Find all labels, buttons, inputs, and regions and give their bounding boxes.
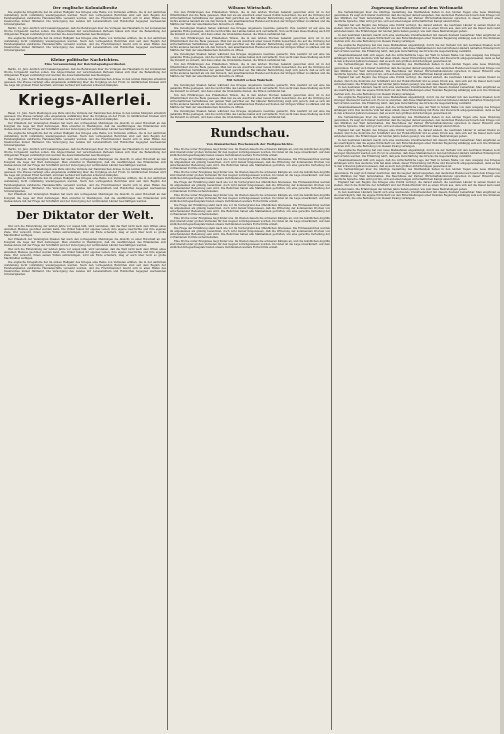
col3-body-a: Die Verhandlungen über die künftige Gestaltung des Welthandels haben in den letzten Tagen eine neue Wendung genommen. Es zeigt sich immer deutlicher, daß die Gegner darauf ausgehen, den deutschen Handel auch nach dem Kriege von den Märkten der Welt fernzuhalten. Die Beschlüsse der Pariser Wirtschaftskonferenz sprechen in dieser Hinsicht eine deutliche Sprache. Man wird gut tun, sich auf einen langen wirtschaftlichen Kampf einzurichten. [334, 11, 500, 24]
col2-body-c9: Eine Woche voller Ereignisse liegt hinter uns. Im Westen dauern die schweren Kämpfe an, und die feindlichen Angriffe sind überall unter großen Verlusten für den Gegner zurückgewiesen worden. Im Osten ist die Lage unverändert. Auf dem südlichen Kriegsschauplatz haben unsere Verbündeten weitere Fortschritte erzielt. [170, 239, 330, 249]
col2-body-b: Die Vereinigten Staaten haben während des Krieges ungeheure Gewinne gemacht. Ihre Ausfuhr ist auf eine nie gekannte Höhe gestiegen, und die Goldvorräte des Landes haben sich vervielfacht. Nun sucht man diese Stellung auch für die Zukunft zu sichern, und dazu sollen die Grundsätze dienen, die Wilson verkündet hat. [170, 84, 330, 94]
col1-body-c5: Der Präsident der Vereinigten Staaten hat nach den vorliegenden Meldungen die Absicht, in einer Botschaft an den Kongreß die Lage der Welt darzulegen. Man erwartet in Washington, daß die Ausführungen des Präsidenten sich insbesondere mit der Frage der Schiffahrt und der Versorgung der verbündeten Länder beschäftigen werden. [4, 157, 166, 167]
col2-body-c4: Die Frage der Ernährung steht nach wie vor im Vordergrund des öffentlichen Interesses. Die Ernteaussichten werden im allgemeinen als günstig bezeichnet, doch wird darauf hingewiesen, daß die Witterung der kommenden Wochen von entscheidender Bedeutung sein wird. Die Behörden haben alle Maßnahmen getroffen, um eine gerechte Verteilung der vorhandenen Vorräte sicherzustellen. [170, 180, 330, 194]
col3-body-a3: Die Verhandlungen über die künftige Gestaltung des Welthandels haben in den letzten Tagen eine neue Wendung genommen. Es zeigt sich immer deutlicher, daß die Gegner darauf ausgehen, den deutschen Handel auch nach dem Kriege von den Märkten der Welt fernzuhalten. Die Beschlüsse der Pariser Wirtschaftskonferenz sprechen in dieser Hinsicht eine deutliche Sprache. Man wird gut tun, sich auf einen langen wirtschaftlichen Kampf einzurichten. [334, 115, 500, 129]
col3-top-heading: Zugzwang Konferenz auf dem Weltmarkt [371, 5, 463, 10]
col3-body-b: England hat seit Beginn des Krieges eine Politik verfolgt, die darauf abzielt, die neutralen Länder in seinen Dienst zu stellen. Durch die Kontrolle der Schiffahrt und der Rohstoffzufuhr übt es einen Druck aus, dem sich auf die Dauer kein Land entziehen kann. Die Erfahrungen der letzten Jahre haben gezeigt, wie weit diese Bestrebungen gehen. [334, 23, 500, 34]
column-1 [4, 4, 166, 730]
col1-body-d4: Die englische Kriegsflotte hat im ersten Halbjahr des Krieges eine Reihe von Verlusten erlitten, die in der amtlichen Aufstellung nicht vollständig wiedergegeben werden. Nach den vorliegenden Berichten sind seit dem Beginn der Feindseligkeiten zahlreiche Handelsschiffe versenkt worden, und die Frachtraumnot macht sich in allen Häfen des Inselreiches immer fühlbarer. Die Versorgung des Landes mit Lebensmitteln und Rohstoffen begegnet wachsenden Schwierigkeiten. [4, 260, 166, 276]
col3-article-a [334, 11, 500, 201]
col2-article-b [170, 84, 330, 119]
column-rule-2 [331, 4, 332, 730]
col3-body-d2: Die englische Regierung hat nun neue Maßnahmen angekündigt, durch die der Verkehr mit den neutralen Staaten noch strenger überwacht werden soll. Es ist zu erwarten, daß diese Maßnahmen in den betroffenen Ländern lebhaften Widerspruch hervorrufen werden. Die Erfahrung lehrt, daß jede Verschärfung des Drucks die Gegenwirkung verstärkt. [334, 96, 500, 106]
col3-body-d: Die englische Regierung hat nun neue Maßnahmen angekündigt, durch die der Verkehr mit den neutralen Staaten noch strenger überwacht werden soll. Es ist zu erwarten, daß diese Maßnahmen in den betroffenen Ländern lebhaften Widerspruch hervorrufen werden. Die Erfahrung lehrt, daß jede Verschärfung des Drucks die Gegenwirkung verstärkt. [334, 43, 500, 53]
col2-divider-1 [176, 121, 324, 122]
col1-body-a3: Die englische Kriegsflotte hat im ersten Halbjahr des Krieges eine Reihe von Verlusten erlitten, die in der amtlichen Aufstellung nicht vollständig wiedergegeben werden. Nach den vorliegenden Berichten sind seit dem Beginn der Feindseligkeiten zahlreiche Handelsschiffe versenkt worden, und die Frachtraumnot macht sich in allen Häfen des Inselreiches immer fühlbarer. Die Versorgung des Landes mit Lebensmitteln und Rohstoffen begegnet wachsenden Schwierigkeiten. [4, 36, 166, 53]
col3-body-c4: In den neutralen Ländern macht sich eine wachsende Unzufriedenheit mit diesem Zustand bemerkbar. Man empfindet es als unerträglich, daß die eigene Wirtschaft von den Entschließungen einer fremden Regierung abhängig sein soll. Die Stimmen mehren sich, die eine Befreiung von diesem Zwang verlangen. [334, 191, 500, 201]
col2-body-c5: Eine Woche voller Ereignisse liegt hinter uns. Im Westen dauern die schweren Kämpfe an, und die feindlichen Angriffe sind überall unter großen Verlusten für den Gegner zurückgewiesen worden. Im Osten ist die Lage unverändert. Auf dem südlichen Kriegsschauplatz haben unsere Verbündeten weitere Fortschritte erzielt. [170, 193, 330, 204]
col2-body-c8: Die Frage der Ernährung steht nach wie vor im Vordergrund des öffentlichen Interesses. Die Ernteaussichten werden im allgemeinen als günstig bezeichnet, doch wird darauf hingewiesen, daß die Witterung der kommenden Wochen von entscheidender Bedeutung sein wird. Die Behörden haben alle Maßnahmen getroffen, um eine gerechte Verteilung der vorhandenen Vorräte sicherzustellen. [170, 226, 330, 239]
col1-article-a [4, 11, 166, 52]
col1-divider-2 [10, 89, 160, 90]
col2-body-a2: Die Vereinigten Staaten haben während des Krieges ungeheure Gewinne gemacht. Ihre Ausfuhr ist auf eine nie gekannte Höhe gestiegen, und die Goldvorräte des Landes haben sich vervielfacht. Nun sucht man diese Stellung auch für die Zukunft zu sichern, und dazu sollen die Grundsätze dienen, die Wilson verkündet hat. [170, 27, 330, 37]
col3-body-d3: Die englische Regierung hat nun neue Maßnahmen angekündigt, durch die der Verkehr mit den neutralen Staaten noch strenger überwacht werden soll. Es ist zu erwarten, daß diese Maßnahmen in den betroffenen Ländern lebhaften Widerspruch hervorrufen werden. Die Erfahrung lehrt, daß jede Verschärfung des Drucks die Gegenwirkung verstärkt. [334, 148, 500, 158]
col1-big-heading: Kriegs-Allerlei. [18, 90, 152, 109]
col3-body-b3: England hat seit Beginn des Krieges eine Politik verfolgt, die darauf abzielt, die neutralen Länder in seinen Dienst zu stellen. Durch die Kontrolle der Schiffahrt und der Rohstoffzufuhr übt es einen Druck aus, dem sich auf die Dauer kein Land entziehen kann. Die Erfahrungen der letzten Jahre haben gezeigt, wie weit diese Bestrebungen gehen. [334, 128, 500, 139]
col2-body-a: Von den Erklärungen des Präsidenten Wilson, die in den letzten Wochen bekannt geworden sind, ist in der Öffentlichkeit viel die Rede gewesen. Man hat sie als Ausdruck einer neuen Politik bezeichnet, die auf die Ordnung der wirtschaftlichen Verhältnisse der ganzen Welt gerichtet sei. Bei näherer Betrachtung zeigt sich jedoch, daß es sich um nichts anderes handelt als um den Versuch, den amerikanischen Handel auf Kosten der übrigen Völker zu stärken und die Märkte der Welt der amerikanischen Industrie zu öffnen. [170, 11, 330, 27]
col3-body-e: Zusammenfassend läßt sich sagen, daß die wirtschaftliche Lage der Welt in hohem Maße von dem Ausgang des Krieges abhängen wird. Das deutsche Volk hat allen Anlaß, dieser Entwicklung mit Ruhe und Zuversicht entgegenzusehen, denn es hat in den schweren Jahren bewiesen, daß es auch den größten Anforderungen gewachsen ist. [334, 53, 500, 63]
col3-body-c2: In den neutralen Ländern macht sich eine wachsende Unzufriedenheit mit diesem Zustand bemerkbar. Man empfindet es als unerträglich, daß die eigene Wirtschaft von den Entschließungen einer fremden Regierung abhängig sein soll. Die Stimmen mehren sich, die eine Befreiung von diesem Zwang verlangen. [334, 86, 500, 96]
col3-body-a4: Die Verhandlungen über die künftige Gestaltung des Welthandels haben in den letzten Tagen eine neue Wendung genommen. Es zeigt sich immer deutlicher, daß die Gegner darauf ausgehen, den deutschen Handel auch nach dem Kriege von den Märkten der Welt fernzuhalten. Die Beschlüsse der Pariser Wirtschaftskonferenz sprechen in dieser Hinsicht eine deutliche Sprache. Man wird gut tun, sich auf einen langen wirtschaftlichen Kampf einzurichten. [334, 168, 500, 181]
col1-dictator-heading: Der Diktator der Welt. [16, 208, 154, 222]
col1-body-b: Berlin, 12. Juni. Amtlich wird bekanntgegeben, daß die Beratungen über die Vorlagen des Haushalts in der kommenden Woche fortgesetzt werden sollen. Die Abgeordneten der verschiedenen Parteien haben sich über die Behandlung der dringenden Fragen verständigt und werden die Ausschußarbeiten beschleunigen. [4, 67, 166, 77]
col2-body-c: Eine Woche voller Ereignisse liegt hinter uns. Im Westen dauern die schweren Kämpfe an, und die feindlichen Angriffe sind überall unter großen Verlusten für den Gegner zurückgewiesen worden. Im Osten ist die Lage unverändert. Auf dem südlichen Kriegsschauplatz haben unsere Verbündeten weitere Fortschritte erzielt. [170, 148, 330, 158]
col1-body-c2: Der Präsident der Vereinigten Staaten hat nach den vorliegenden Meldungen die Absicht, in einer Botschaft an den Kongreß die Lage der Welt darzulegen. Man erwartet in Washington, daß die Ausführungen des Präsidenten sich insbesondere mit der Frage der Schiffahrt und der Versorgung der verbündeten Länder beschäftigen werden. [4, 121, 166, 132]
col1-body-c3: Die englische Kriegsflotte hat im ersten Halbjahr des Krieges eine Reihe von Verlusten erlitten, die in der amtlichen Aufstellung nicht vollständig wiedergegeben werden. Nach den vorliegenden Berichten sind seit dem Beginn der Feindseligkeiten zahlreiche Handelsschiffe versenkt worden, und die Frachtraumnot macht sich in allen Häfen des Inselreiches immer fühlbarer. Die Versorgung des Landes mit Lebensmitteln und Rohstoffen begegnet wachsenden Schwierigkeiten. [4, 131, 166, 148]
col1-body-d2: Der Präsident der Vereinigten Staaten hat nach den vorliegenden Meldungen die Absicht, in einer Botschaft an den Kongreß die Lage der Welt darzulegen. Man erwartet in Washington, daß die Ausführungen des Präsidenten sich insbesondere mit der Frage der Schiffahrt und der Versorgung der verbündeten Länder beschäftigen werden. [4, 237, 166, 247]
col2-body-b3: Die Vereinigten Staaten haben während des Krieges ungeheure Gewinne gemacht. Ihre Ausfuhr ist auf eine nie gekannte Höhe gestiegen, und die Goldvorräte des Landes haben sich vervielfacht. Nun sucht man diese Stellung auch für die Zukunft zu sichern, und dazu sollen die Grundsätze dienen, die Wilson verkündet hat. [170, 110, 330, 120]
col1-divider-3 [10, 205, 160, 206]
col1-top-heading: Der englische Kolonialbesitz [52, 5, 118, 10]
col1-news-subheading: Eine Versammlung der Reichstagsabgeordneten [44, 62, 126, 66]
col1-article-c [4, 112, 166, 203]
col1-article-b [4, 68, 166, 87]
col1-body-c7: Die englische Kriegsflotte hat im ersten Halbjahr des Krieges eine Reihe von Verlusten erlitten, die in der amtlichen Aufstellung nicht vollständig wiedergegeben werden. Nach den vorliegenden Berichten sind seit dem Beginn der Feindseligkeiten zahlreiche Handelsschiffe versenkt worden, und die Frachtraumnot macht sich in allen Häfen des Inselreiches immer fühlbarer. Die Versorgung des Landes mit Lebensmitteln und Rohstoffen begegnet wachsenden Schwierigkeiten. [4, 177, 166, 193]
col1-article-d [4, 225, 166, 276]
col1-body-d3: Wer sich die Entwicklung der letzten Jahre vor Augen hält, wird verstehen, daß die Welt nicht nach dem Willen eines einzelnen Mannes geordnet werden kann. Die Völker haben ihr eigenes Leben, ihre eigene Geschichte und ihre eigenen Ziele. Wer versucht, ihnen seinen Willen aufzuzwingen, wird am Ende scheitern, mag er auch über noch so große Machtmittel verfügen. [4, 247, 166, 260]
col2-body-c3: Eine Woche voller Ereignisse liegt hinter uns. Im Westen dauern die schweren Kämpfe an, und die feindlichen Angriffe sind überall unter großen Verlusten für den Gegner zurückgewiesen worden. Im Osten ist die Lage unverändert. Auf dem südlichen Kriegsschauplatz haben unsere Verbündeten weitere Fortschritte erzielt. [170, 171, 330, 181]
col2-subheading-2: Von dramatischen Wochenwerk der Weltgeschichte. [206, 142, 294, 147]
col1-divider-1 [24, 54, 146, 55]
col3-body-e2: Zusammenfassend läßt sich sagen, daß die wirtschaftliche Lage der Welt in hohem Maße von dem Ausgang des Krieges abhängen wird. Das deutsche Volk hat allen Anlaß, dieser Entwicklung mit Ruhe und Zuversicht entgegenzusehen, denn es hat in den schweren Jahren bewiesen, daß es auch den größten Anforderungen gewachsen ist. [334, 106, 500, 116]
col3-body-c3: In den neutralen Ländern macht sich eine wachsende Unzufriedenheit mit diesem Zustand bemerkbar. Man empfindet es als unerträglich, daß die eigene Wirtschaft von den Entschließungen einer fremden Regierung abhängig sein soll. Die Stimmen mehren sich, die eine Befreiung von diesem Zwang verlangen. [334, 138, 500, 148]
col1-body-d: Wer sich die Entwicklung der letzten Jahre vor Augen hält, wird verstehen, daß die Welt nicht nach dem Willen eines einzelnen Mannes geordnet werden kann. Die Völker haben ihr eigenes Leben, ihre eigene Geschichte und ihre eigenen Ziele. Wer versucht, ihnen seinen Willen aufzuzwingen, wird am Ende scheitern, mag er auch über noch so große Machtmittel verfügen. [4, 224, 166, 238]
col1-body-a: Die englische Kriegsflotte hat im ersten Halbjahr des Krieges eine Reihe von Verlusten erlitten, die in der amtlichen Aufstellung nicht vollständig wiedergegeben werden. Nach den vorliegenden Berichten sind seit dem Beginn der Feindseligkeiten zahlreiche Handelsschiffe versenkt worden, und die Frachtraumnot macht sich in allen Häfen des Inselreiches immer fühlbarer. Die Versorgung des Landes mit Lebensmitteln und Rohstoffen begegnet wachsenden Schwierigkeiten. [4, 11, 166, 27]
col3-body-b4: England hat seit Beginn des Krieges eine Politik verfolgt, die darauf abzielt, die neutralen Länder in seinen Dienst zu stellen. Durch die Kontrolle der Schiffahrt und der Rohstoffzufuhr übt es einen Druck aus, dem sich auf die Dauer kein Land entziehen kann. Die Erfahrungen der letzten Jahre haben gezeigt, wie weit diese Bestrebungen gehen. [334, 181, 500, 191]
column-2 [170, 4, 330, 730]
col3-body-a2: Die Verhandlungen über die künftige Gestaltung des Welthandels haben in den letzten Tagen eine neue Wendung genommen. Es zeigt sich immer deutlicher, daß die Gegner darauf ausgehen, den deutschen Handel auch nach dem Kriege von den Märkten der Welt fernzuhalten. Die Beschlüsse der Pariser Wirtschaftskonferenz sprechen in dieser Hinsicht eine deutliche Sprache. Man wird gut tun, sich auf einen langen wirtschaftlichen Kampf einzurichten. [334, 63, 500, 76]
col2-article-c [170, 148, 330, 249]
col1-body-c: Basel, 12. Juni. Nach Meldungen aus Paris sind die Verluste der französischen Armee in den letzten Kämpfen erheblich gewesen. Die Presse verlangt eine eingehende Aufklärung über die Vorgänge an der Front. In militärischen Kreisen wird die Lage mit großem Ernst beurteilt, und man rechnet mit weiteren schweren Kämpfen. [4, 111, 166, 122]
column-rule-1 [167, 4, 168, 730]
col1-body-c6: Basel, 12. Juni. Nach Meldungen aus Paris sind die Verluste der französischen Armee in den letzten Kämpfen erheblich gewesen. Die Presse verlangt eine eingehende Aufklärung über die Vorgänge an der Front. In militärischen Kreisen wird die Lage mit großem Ernst beurteilt, und man rechnet mit weiteren schweren Kämpfen. [4, 167, 166, 177]
col2-article-a [170, 11, 330, 78]
col1-body-b2: Basel, 12. Juni. Nach Meldungen aus Paris sind die Verluste der französischen Armee in den letzten Kämpfen erheblich gewesen. Die Presse verlangt eine eingehende Aufklärung über die Vorgänge an der Front. In militärischen Kreisen wird die Lage mit großem Ernst beurteilt, und man rechnet mit weiteren schweren Kämpfen. [4, 77, 166, 87]
col2-subheading-1: Mit Schrift schon Wahrheit. [226, 78, 274, 83]
col2-body-a3: Von den Erklärungen des Präsidenten Wilson, die in den letzten Wochen bekannt geworden sind, ist in der Öffentlichkeit viel die Rede gewesen. Man hat sie als Ausdruck einer neuen Politik bezeichnet, die auf die Ordnung der wirtschaftlichen Verhältnisse der ganzen Welt gerichtet sei. Bei näherer Betrachtung zeigt sich jedoch, daß es sich um nichts anderes handelt als um den Versuch, den amerikanischen Handel auf Kosten der übrigen Völker zu stärken und die Märkte der Welt der amerikanischen Industrie zu öffnen. [170, 36, 330, 53]
col2-body-c7: Eine Woche voller Ereignisse liegt hinter uns. Im Westen dauern die schweren Kämpfe an, und die feindlichen Angriffe sind überall unter großen Verlusten für den Gegner zurückgewiesen worden. Im Osten ist die Lage unverändert. Auf dem südlichen Kriegsschauplatz haben unsere Verbündeten weitere Fortschritte erzielt. [170, 216, 330, 226]
column-3 [334, 4, 500, 730]
col1-body-c8: Der Präsident der Vereinigten Staaten hat nach den vorliegenden Meldungen die Absicht, in einer Botschaft an den Kongreß die Lage der Welt darzulegen. Man erwartet in Washington, daß die Ausführungen des Präsidenten sich insbesondere mit der Frage der Schiffahrt und der Versorgung der verbündeten Länder beschäftigen werden. [4, 193, 166, 203]
col3-body-b2: England hat seit Beginn des Krieges eine Politik verfolgt, die darauf abzielt, die neutralen Länder in seinen Dienst zu stellen. Durch die Kontrolle der Schiffahrt und der Rohstoffzufuhr übt es einen Druck aus, dem sich auf die Dauer kein Land entziehen kann. Die Erfahrungen der letzten Jahre haben gezeigt, wie weit diese Bestrebungen gehen. [334, 76, 500, 86]
col1-body-a2: Berlin, 12. Juni. Amtlich wird bekanntgegeben, daß die Beratungen über die Vorlagen des Haushalts in der kommenden Woche fortgesetzt werden sollen. Die Abgeordneten der verschiedenen Parteien haben sich über die Behandlung der dringenden Fragen verständigt und werden die Ausschußarbeiten beschleunigen. [4, 27, 166, 37]
col1-body-c4: Berlin, 12. Juni. Amtlich wird bekanntgegeben, daß die Beratungen über die Vorlagen des Haushalts in der kommenden Woche fortgesetzt werden sollen. Die Abgeordneten der verschiedenen Parteien haben sich über die Behandlung der dringenden Fragen verständigt und werden die Ausschußarbeiten beschleunigen. [4, 147, 166, 157]
col2-body-c2: Die Frage der Ernährung steht nach wie vor im Vordergrund des öffentlichen Interesses. Die Ernteaussichten werden im allgemeinen als günstig bezeichnet, doch wird darauf hingewiesen, daß die Witterung der kommenden Wochen von entscheidender Bedeutung sein wird. Die Behörden haben alle Maßnahmen getroffen, um eine gerechte Verteilung der vorhandenen Vorräte sicherzustellen. [170, 158, 330, 171]
col2-body-a4: Die Vereinigten Staaten haben während des Krieges ungeheure Gewinne gemacht. Ihre Ausfuhr ist auf eine nie gekannte Höhe gestiegen, und die Goldvorräte des Landes haben sich vervielfacht. Nun sucht man diese Stellung auch für die Zukunft zu sichern, und dazu sollen die Grundsätze dienen, die Wilson verkündet hat. [170, 53, 330, 63]
col2-body-b2: Von den Erklärungen des Präsidenten Wilson, die in den letzten Wochen bekannt geworden sind, ist in der Öffentlichkeit viel die Rede gewesen. Man hat sie als Ausdruck einer neuen Politik bezeichnet, die auf die Ordnung der wirtschaftlichen Verhältnisse der ganzen Welt gerichtet sei. Bei näherer Betrachtung zeigt sich jedoch, daß es sich um nichts anderes handelt als um den Versuch, den amerikanischen Handel auf Kosten der übrigen Völker zu stärken und die Märkte der Welt der amerikanischen Industrie zu öffnen. [170, 94, 330, 110]
col2-top-heading: Wilsons Wirtschaft. [228, 5, 272, 10]
page-edge [500, 0, 504, 734]
col2-rundschau-heading: Rundschau. [210, 126, 290, 141]
col1-news-heading: Kleine politische Nachrichten. [50, 57, 120, 62]
col2-body-a5: Von den Erklärungen des Präsidenten Wilson, die in den letzten Wochen bekannt geworden sind, ist in der Öffentlichkeit viel die Rede gewesen. Man hat sie als Ausdruck einer neuen Politik bezeichnet, die auf die Ordnung der wirtschaftlichen Verhältnisse der ganzen Welt gerichtet sei. Bei näherer Betrachtung zeigt sich jedoch, daß es sich um nichts anderes handelt als um den Versuch, den amerikanischen Handel auf Kosten der übrigen Völker zu stärken und die Märkte der Welt der amerikanischen Industrie zu öffnen. [170, 62, 330, 79]
col2-body-c6: Die Frage der Ernährung steht nach wie vor im Vordergrund des öffentlichen Interesses. Die Ernteaussichten werden im allgemeinen als günstig bezeichnet, doch wird darauf hingewiesen, daß die Witterung der kommenden Wochen von entscheidender Bedeutung sein wird. Die Behörden haben alle Maßnahmen getroffen, um eine gerechte Verteilung der vorhandenen Vorräte sicherzustellen. [170, 203, 330, 216]
col3-body-e3: Zusammenfassend läßt sich sagen, daß die wirtschaftliche Lage der Welt in hohem Maße von dem Ausgang des Krieges abhängen wird. Das deutsche Volk hat allen Anlaß, dieser Entwicklung mit Ruhe und Zuversicht entgegenzusehen, denn es hat in den schweren Jahren bewiesen, daß es auch den größten Anforderungen gewachsen ist. [334, 158, 500, 168]
col3-body-c: In den neutralen Ländern macht sich eine wachsende Unzufriedenheit mit diesem Zustand bemerkbar. Man empfindet es als unerträglich, daß die eigene Wirtschaft von den Entschließungen einer fremden Regierung abhängig sein soll. Die Stimmen mehren sich, die eine Befreiung von diesem Zwang verlangen. [334, 33, 500, 44]
